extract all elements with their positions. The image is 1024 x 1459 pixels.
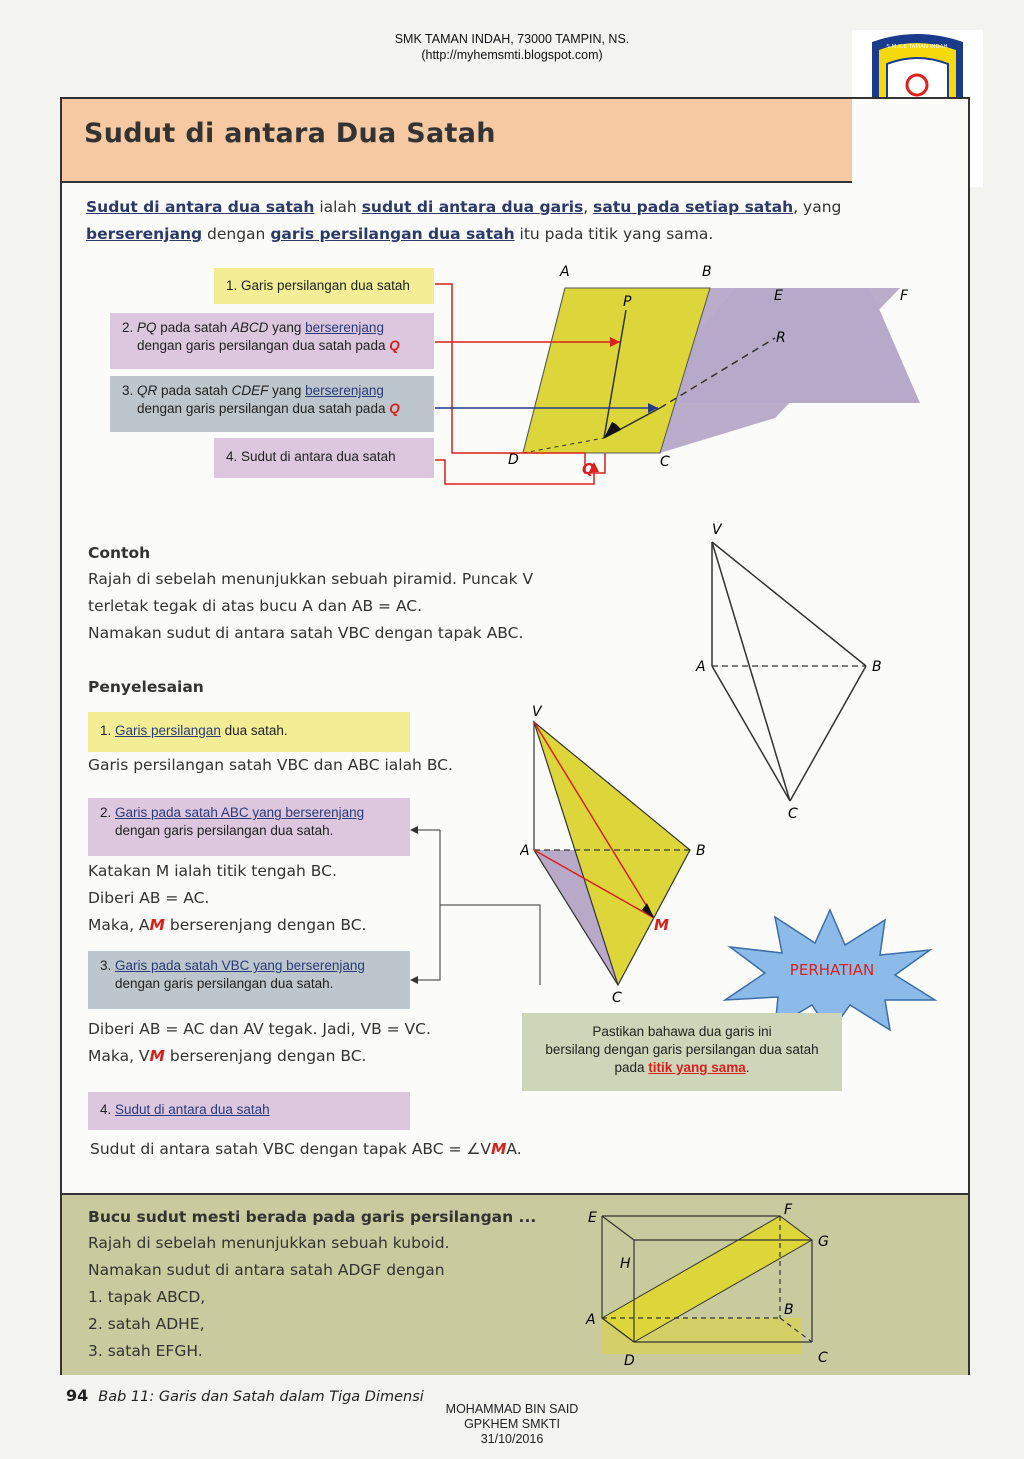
page-number: 94 <box>66 1386 89 1405</box>
label-R: R <box>776 330 786 346</box>
pyr-label-V: V <box>712 522 722 538</box>
logo-top-text: S.M.K.E TAMAN INDAH <box>886 44 948 50</box>
label-C: C <box>660 454 670 470</box>
pyr-label-C: C <box>788 806 798 822</box>
label-Q: Q <box>582 460 595 478</box>
label-D: D <box>508 452 519 468</box>
penyelesaian-heading: Penyelesaian <box>88 678 204 696</box>
pyr2-label-B: B <box>696 843 706 859</box>
cuboid-label-D: D <box>624 1353 635 1369</box>
label-E: E <box>774 288 783 304</box>
pyr-label-B: B <box>872 659 882 675</box>
cuboid-label-H: H <box>620 1256 631 1272</box>
solution-step-1: 1. Garis persilangan dua satah. <box>88 712 410 752</box>
step-label-4: 4. Sudut di antara dua satah <box>214 438 434 478</box>
credit-role: GPKHEM SMKTI <box>464 1417 560 1431</box>
solution-step-4: 4. Sudut di antara dua satah <box>88 1092 410 1130</box>
exercise-heading: Bucu sudut mesti berada pada garis persilangan ... <box>88 1208 537 1226</box>
label-F: F <box>900 288 909 304</box>
page-title: Sudut di antara Dua Satah <box>84 118 496 149</box>
term-angle-planes: Sudut di antara dua satah <box>86 198 315 216</box>
step-label-2: 2. PQ pada satah ABCD yang berserenjang dengan garis persilangan dua satah pada Q <box>110 313 434 369</box>
contoh-question: Rajah di sebelah menunjukkan sebuah piramid. Puncak V terletak tegak di atas bucu A dan AB = AC. Namakan sudut di antara satah VBC dengan tapak ABC. <box>88 570 534 642</box>
exercise-question: Rajah di sebelah menunjukkan sebuah kuboid. Namakan sudut di antara satah ADGF dengan 1. tapak ABCD, 2. satah ADHE, 3. satah EFGH. <box>88 1234 450 1360</box>
credit-name: MOHAMMAD BIN SAID <box>445 1402 579 1416</box>
solution-step-3: 3. Garis pada satah VBC yang berserenjang dengan garis persilangan dua satah. <box>88 951 410 1009</box>
cuboid-label-B: B <box>784 1302 794 1318</box>
perhatian-label: PERHATIAN <box>789 961 875 979</box>
solution-result-4: Sudut di antara satah VBC dengan tapak ABC = ∠VMA. <box>90 1140 522 1158</box>
pyr2-label-C: C <box>612 990 622 1006</box>
school-url: (http://myhemsmti.blogspot.com) <box>421 48 603 62</box>
solution-step-2: 2. Garis pada satah ABC yang berserenjang dengan garis persilangan dua satah. <box>88 798 410 856</box>
school-header: SMK TAMAN INDAH, 73000 TAMPIN, NS. <box>394 32 630 46</box>
two-planes-diagram <box>430 258 940 488</box>
pyramid-solution-diagram <box>520 700 720 1010</box>
intro-definition: Sudut di antara dua satah ialah sudut di antara dua garis, satu pada setiap satah, yang berserenjang dengan garis persilangan dua satah itu pada titik yang sama. <box>86 198 842 243</box>
contoh-heading: Contoh <box>88 544 151 562</box>
pyr2-label-M: M <box>654 916 669 934</box>
cuboid-label-E: E <box>588 1210 597 1226</box>
cuboid-label-F: F <box>784 1202 793 1218</box>
credit-date: 31/10/2016 <box>480 1432 544 1446</box>
solution-result-1: Garis persilangan satah VBC dan ABC ialah BC. <box>88 756 453 774</box>
cuboid-label-C: C <box>818 1350 828 1366</box>
cuboid-label-G: G <box>818 1234 829 1250</box>
label-B: B <box>702 264 712 280</box>
pyr2-label-V: V <box>532 704 542 720</box>
solution-result-3: Diberi AB = AC dan AV tegak. Jadi, VB = VC. Maka, VM berserenjang dengan BC. <box>88 1020 431 1065</box>
pyramid-diagram <box>690 516 900 826</box>
step-label-3: 3. QR pada satah CDEF yang berserenjang dengan garis persilangan dua satah pada Q <box>110 376 434 432</box>
pyr2-label-A: A <box>520 843 530 859</box>
cuboid-label-A: A <box>586 1312 596 1328</box>
pyr-label-A: A <box>696 659 706 675</box>
step-label-1: 1. Garis persilangan dua satah <box>214 268 434 304</box>
solution-result-2: Katakan M ialah titik tengah BC. Diberi AB = AC. Maka, AM berserenjang dengan BC. <box>88 862 367 934</box>
chapter-title: Bab 11: Garis dan Satah dalam Tiga Dimensi <box>98 1389 424 1405</box>
label-A: A <box>560 264 570 280</box>
perhatian-note: Pastikan bahawa dua garis ini bersilang dengan garis persilangan dua satah pada titik yang sama. <box>522 1013 842 1091</box>
cuboid-diagram <box>580 1200 840 1375</box>
label-P: P <box>623 294 632 310</box>
